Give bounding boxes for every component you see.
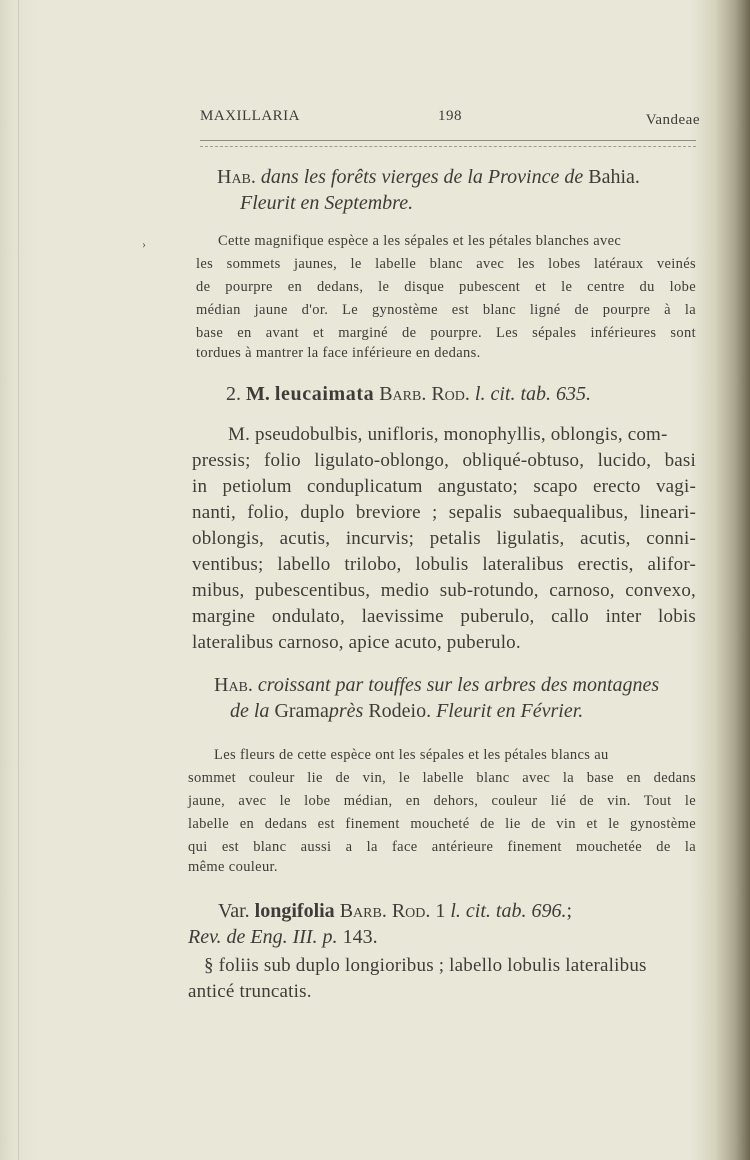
variety-ref-num: 1 <box>435 900 446 922</box>
latin-line: in petiolum conduplicatum angustato; scapo erecto vagi- <box>192 476 696 497</box>
header-tribe: Vandeae <box>645 112 700 128</box>
variety-label: Var. <box>218 900 250 922</box>
habitat2-line-2 <box>230 700 583 723</box>
running-header <box>200 108 700 132</box>
habitat-line-1 <box>217 166 640 189</box>
description-line: Cette magnifique espèce a les sépales et les pétales blanches avec <box>218 233 622 249</box>
habitat2-line-1 <box>214 674 659 697</box>
description-line: base en avant et marginé de pourpre. Les sépales inférieures sont <box>196 325 696 341</box>
latin-line: M. pseudobulbis, unifloris, monophyllis, oblongis, com- <box>228 424 668 445</box>
latin-line: nanti, folio, duplo breviore ; sepalis subaequalibus, lineari- <box>192 502 696 523</box>
page-gutter <box>18 0 19 1160</box>
hab-place: Grama <box>274 700 329 722</box>
description2-line: Les fleurs de cette espèce ont les sépales et les pétales blancs au <box>214 747 609 763</box>
hab-label: Hab. <box>214 674 253 696</box>
latin-line: oblongis, acutis, incurvis; petalis ligulatis, acutis, conni- <box>192 528 696 549</box>
latin-line: mibus, pubescentibus, medio sub-rotundo, carnoso, convexo, <box>192 580 696 601</box>
variety-text-line: § foliis sub duplo longioribus ; labello lobulis lateralibus <box>204 955 647 976</box>
description2-line: sommet couleur lie de vin, le labelle blanc avec la base en dedans <box>188 770 696 786</box>
page-number: 198 <box>438 108 462 124</box>
margin-mark: › <box>142 237 146 251</box>
latin-line: margine ondulato, laevissime puberulo, callo inter lobis <box>192 606 696 627</box>
hab-text: dans les forêts vierges de la Province de <box>260 166 584 188</box>
species-number: 2. <box>226 383 241 405</box>
species-genus: M. <box>246 383 270 405</box>
description-line: de pourpre en dedans, le disque pubescent et le centre du lobe <box>196 279 696 295</box>
variety-reference-line <box>188 926 378 949</box>
variety-heading <box>218 900 572 923</box>
header-rule <box>200 140 696 147</box>
description2-line: même couleur. <box>188 859 278 875</box>
hab-place: Bahia. <box>588 166 640 188</box>
hab-label: Hab. <box>217 166 256 188</box>
header-genus: MAXILLARIA <box>200 108 300 124</box>
variety-journal: Rev. de Eng. III. p. <box>188 926 338 948</box>
description2-line: qui est blanc aussi a la face antérieure finement mouchetée de la <box>188 839 696 855</box>
hab-text: près <box>328 700 364 722</box>
description2-line: jaune, avec le lobe médian, en dehors, couleur lié de vin. Tout le <box>188 793 696 809</box>
variety-reference: l. cit. tab. 696. <box>450 900 567 922</box>
variety-author: Barb. Rod. <box>339 900 431 922</box>
hab-text: croissant par touffes sur les arbres des montagnes <box>257 674 660 696</box>
species-heading <box>226 383 591 406</box>
species-reference: l. cit. tab. 635. <box>474 383 591 405</box>
species-epithet: leucaimata <box>274 383 375 405</box>
variety-name: longifolia <box>254 900 335 922</box>
variety-page: 143. <box>342 926 378 948</box>
variety-text-line: anticé truncatis. <box>188 981 312 1002</box>
hab-text: de la <box>230 700 270 722</box>
species-author: Barb. Rod. <box>379 383 470 405</box>
description-line: les sommets jaunes, le labelle blanc avec les lobes latéraux veinés <box>196 256 696 272</box>
description-line: médian jaune d'or. Le gynostème est blanc ligné de pourpre à la <box>196 302 696 318</box>
hab-place: Rodeio. <box>368 700 432 722</box>
habitat-line-2: Fleurit en Septembre. <box>240 192 414 214</box>
variety-ref-tail: ; <box>566 900 573 922</box>
description2-line: labelle en dedans est finement moucheté de lie de vin et le gynostème <box>188 816 696 832</box>
hab-text: Fleurit en Février. <box>436 700 584 722</box>
latin-line: lateralibus carnoso, apice acuto, puberulo. <box>192 632 521 653</box>
latin-line: pressis; folio ligulato-oblongo, obliqué-obtuso, lucido, basi <box>192 450 696 471</box>
description-line: tordues à mantrer la face inférieure en dedans. <box>196 345 481 361</box>
latin-line: ventibus; labello trilobo, lobulis lateralibus erectis, alifor- <box>192 554 696 575</box>
